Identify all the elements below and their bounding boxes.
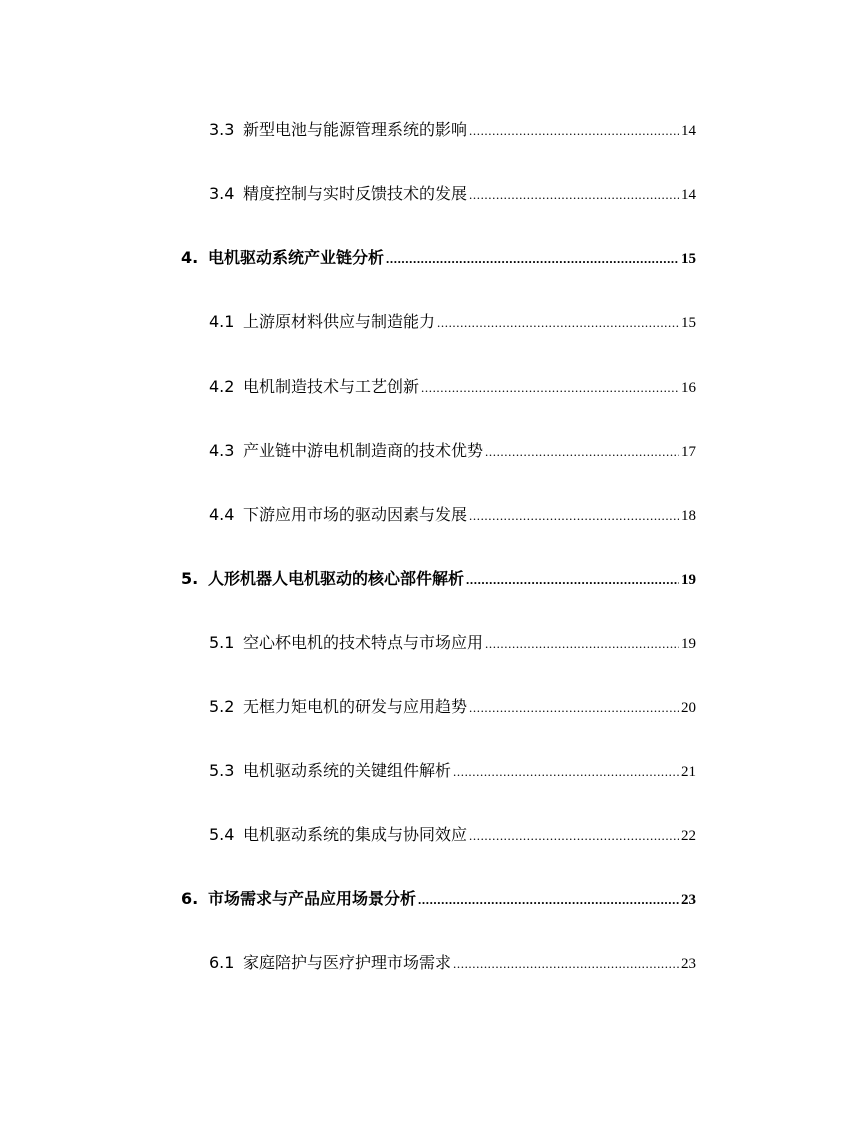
toc-dot-leader [485, 634, 679, 654]
toc-entry-title: 下游应用市场的驱动因素与发展 [243, 505, 468, 524]
toc-entry-title: 新型电池与能源管理系统的影响 [243, 120, 468, 139]
toc-dot-leader [485, 442, 679, 462]
toc-entry-number: 5. [181, 569, 199, 588]
toc-entry-6[interactable] [181, 889, 696, 910]
toc-entry-title: 家庭陪护与医疗护理市场需求 [243, 953, 452, 972]
toc-entry-number: 4.3 [209, 441, 235, 460]
toc-entry-title: 无框力矩电机的研发与应用趋势 [243, 697, 468, 716]
toc-dot-leader [437, 313, 679, 333]
toc-dot-leader [469, 185, 679, 205]
toc-entry-title: 电机驱动系统的集成与协同效应 [243, 825, 468, 844]
toc-entry-4-1[interactable] [209, 312, 696, 333]
toc-entry-title: 市场需求与产品应用场景分析 [208, 889, 417, 908]
toc-entry-number: 4.4 [209, 505, 235, 524]
toc-entry-number: 3.4 [209, 184, 235, 203]
toc-entry-number: 6.1 [209, 953, 235, 972]
toc-entry-number: 4. [181, 248, 199, 267]
toc-entry-title: 空心杯电机的技术特点与市场应用 [243, 633, 484, 652]
toc-dot-leader [421, 378, 679, 398]
toc-entry-4-2[interactable] [209, 377, 696, 398]
toc-entry-title: 人形机器人电机驱动的核心部件解析 [208, 569, 465, 588]
toc-entry-title: 电机驱动系统产业链分析 [208, 248, 385, 267]
toc-entry-page: 19 [681, 636, 696, 652]
toc-dot-leader [386, 249, 679, 269]
toc-entry-number: 5.3 [209, 761, 235, 780]
toc-entry-title: 电机制造技术与工艺创新 [243, 377, 420, 396]
toc-entry-number: 5.2 [209, 697, 235, 716]
toc-entry-5[interactable] [181, 569, 696, 590]
toc-entry-4[interactable] [181, 248, 696, 269]
toc-entry-6-1[interactable] [209, 953, 696, 974]
toc-entry-5-4[interactable] [209, 825, 696, 846]
toc-entry-5-3[interactable] [209, 761, 696, 782]
toc-dot-leader [469, 698, 679, 718]
toc-entry-page: 14 [681, 123, 696, 139]
toc-entry-page: 16 [681, 380, 696, 396]
toc-entry-page: 14 [681, 187, 696, 203]
toc-entry-number: 3.3 [209, 120, 235, 139]
toc-entry-4-3[interactable] [209, 441, 696, 462]
toc-entry-number: 5.4 [209, 825, 235, 844]
toc-entry-page: 23 [681, 892, 696, 908]
toc-dot-leader [469, 121, 679, 141]
toc-entry-4-4[interactable] [209, 505, 696, 526]
toc-entry-page: 15 [681, 315, 696, 331]
toc-entry-3-3[interactable] [209, 120, 696, 141]
toc-entry-title: 上游原材料供应与制造能力 [243, 312, 436, 331]
toc-entry-number: 6. [181, 889, 199, 908]
toc-dot-leader [418, 890, 679, 910]
toc-dot-leader [466, 570, 679, 590]
toc-dot-leader [469, 506, 679, 526]
toc-entry-5-2[interactable] [209, 697, 696, 718]
toc-entry-title: 精度控制与实时反馈技术的发展 [243, 184, 468, 203]
toc-entry-page: 19 [681, 572, 696, 588]
toc-entry-title: 电机驱动系统的关键组件解析 [243, 761, 452, 780]
toc-dot-leader [453, 954, 679, 974]
toc-entry-title: 产业链中游电机制造商的技术优势 [243, 441, 484, 460]
toc-entry-page: 21 [681, 764, 696, 780]
toc-entry-page: 15 [681, 251, 696, 267]
toc-entry-number: 5.1 [209, 633, 235, 652]
toc-entry-page: 18 [681, 508, 696, 524]
toc-entry-page: 23 [681, 956, 696, 972]
toc-entry-page: 22 [681, 828, 696, 844]
toc-dot-leader [453, 762, 679, 782]
toc-entry-number: 4.2 [209, 377, 235, 396]
toc-entry-5-1[interactable] [209, 633, 696, 654]
toc-entry-page: 17 [681, 444, 696, 460]
toc-dot-leader [469, 826, 679, 846]
toc-entry-3-4[interactable] [209, 184, 696, 205]
toc-entry-page: 20 [681, 700, 696, 716]
toc-entry-number: 4.1 [209, 312, 235, 331]
